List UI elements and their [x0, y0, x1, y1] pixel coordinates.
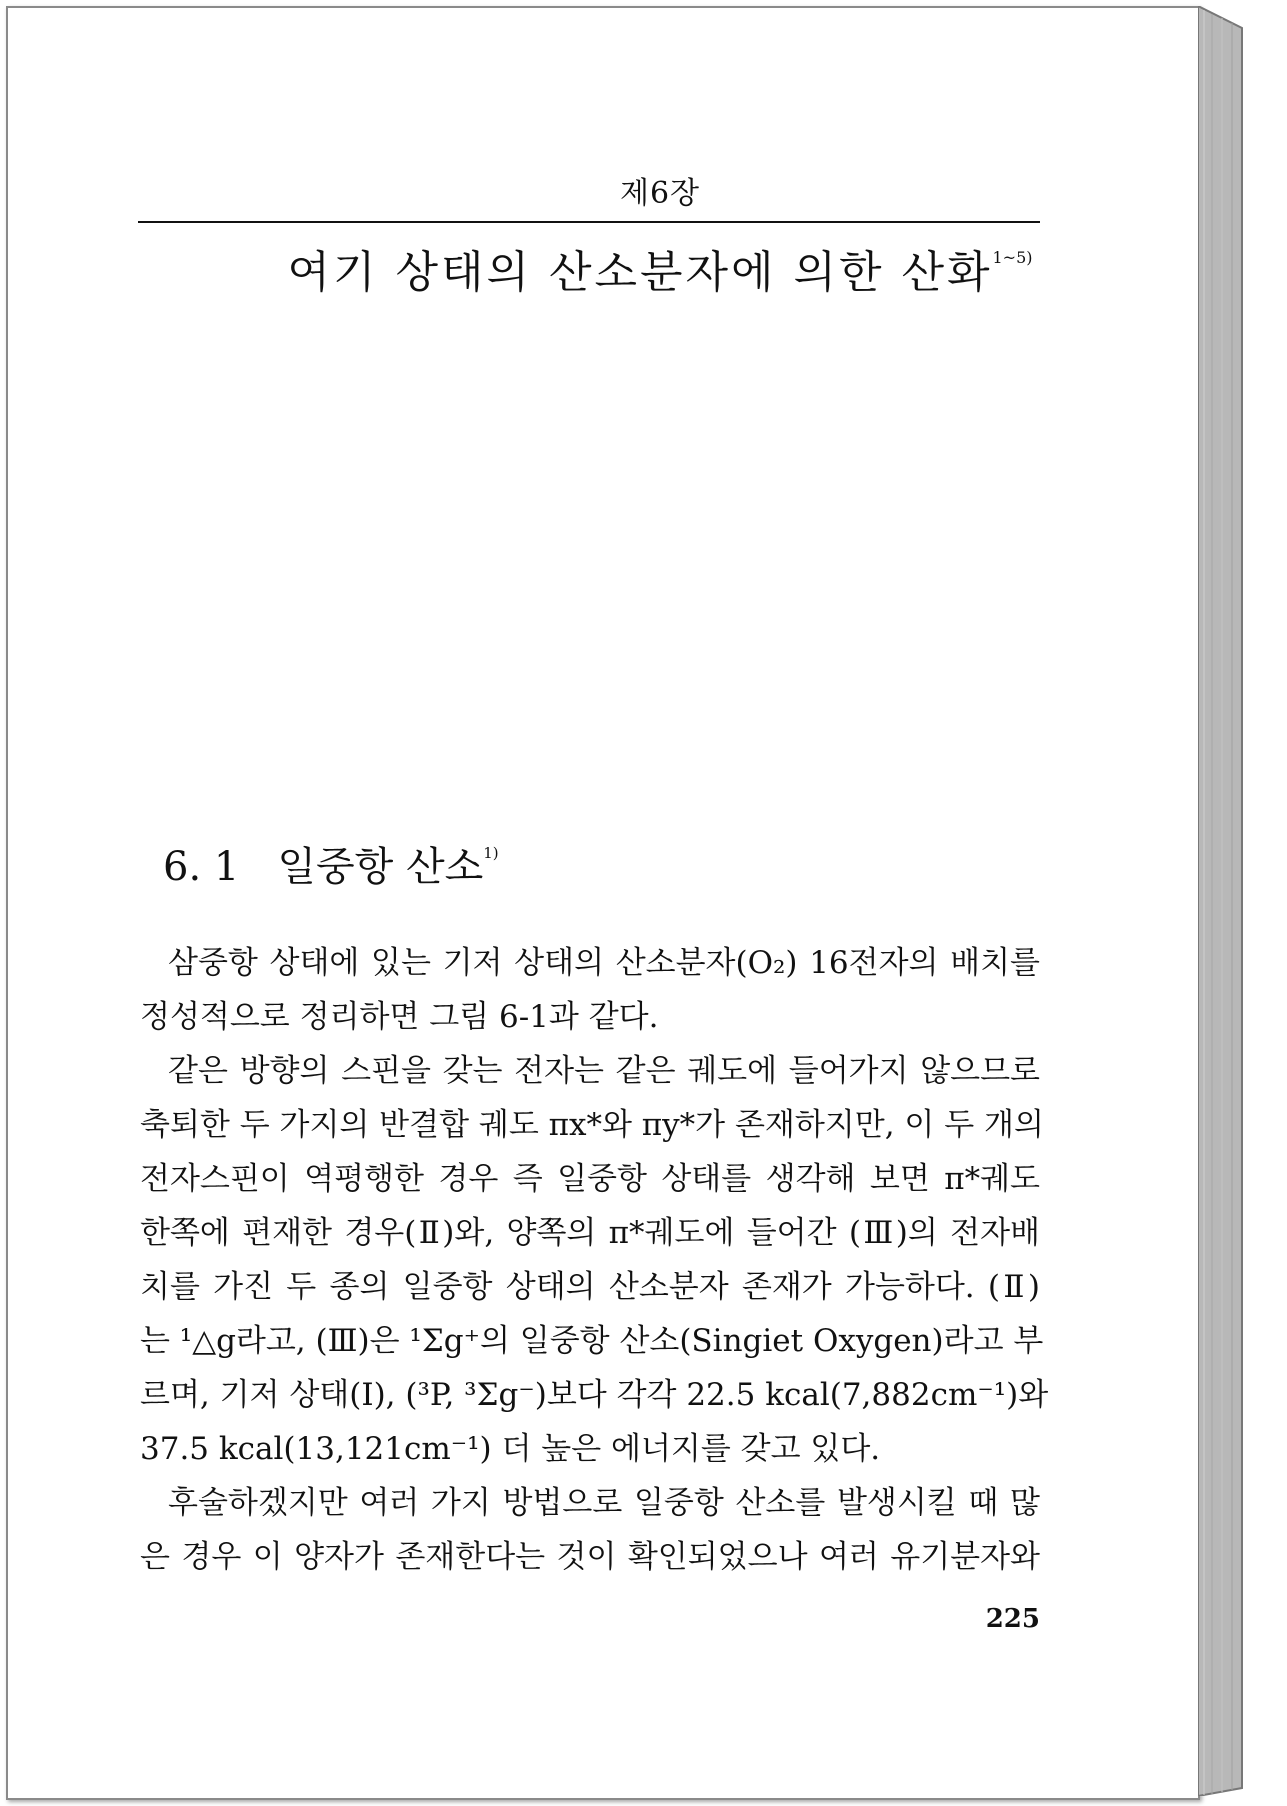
body-text	[140, 936, 1049, 1584]
text-line: 후술하겠지만 여러 가지 방법으로 일중항 산소를 발생시킬 때 많	[168, 1485, 1040, 1521]
section-heading	[163, 825, 499, 895]
text-line: 르며, 기저 상태(Ⅰ), (³P, ³Σg⁻)보다 각각 22.5 kcal(7,882cm⁻¹)와	[140, 1377, 1049, 1413]
text-line: 전자스핀이 역평행한 경우 즉 일중항 상태를 생각해 보면 π*궤도	[140, 1161, 1040, 1197]
section-reference: 1)	[483, 844, 499, 862]
text-line: 같은 방향의 스핀을 갖는 전자는 같은 궤도에 들어가지 않으므로	[168, 1053, 1040, 1089]
chapter-title-reference: 1~5)	[992, 248, 1033, 267]
text-line: 치를 가진 두 종의 일중항 상태의 산소분자 존재가 가능하다. (Ⅱ)	[140, 1269, 1040, 1305]
section-title: 일중항 산소	[277, 844, 484, 890]
chapter-divider	[138, 221, 1040, 223]
chapter-label: 제6장	[619, 176, 701, 211]
text-line: 한쪽에 편재한 경우(Ⅱ)와, 양쪽의 π*궤도에 들어간 (Ⅲ)의 전자배	[140, 1215, 1040, 1251]
text-line: 37.5 kcal(13,121cm⁻¹) 더 높은 에너지를 갖고 있다.	[140, 1431, 881, 1467]
text-line: 은 경우 이 양자가 존재한다는 것이 확인되었으나 여러 유기분자와	[140, 1539, 1040, 1575]
page-stack-edge	[1198, 6, 1270, 1796]
chapter-title-text: 여기 상태의 산소분자에 의한 산화	[287, 247, 993, 298]
section-number: 6. 1	[163, 844, 240, 890]
text-line: 삼중항 상태에 있는 기저 상태의 산소분자(O₂) 16전자의 배치를	[168, 945, 1040, 981]
text-line: 정성적으로 정리하면 그림 6-1과 같다.	[140, 999, 659, 1035]
chapter-title	[140, 228, 1180, 303]
text-line: 는 ¹△g라고, (Ⅲ)은 ¹Σg⁺의 일중항 산소(Singiet Oxygen)라고 부	[140, 1323, 1044, 1359]
page-number: 225	[985, 1604, 1040, 1634]
text-line: 축퇴한 두 가지의 반결합 궤도 πx*와 πy*가 존재하지만, 이 두 개의	[140, 1107, 1044, 1143]
